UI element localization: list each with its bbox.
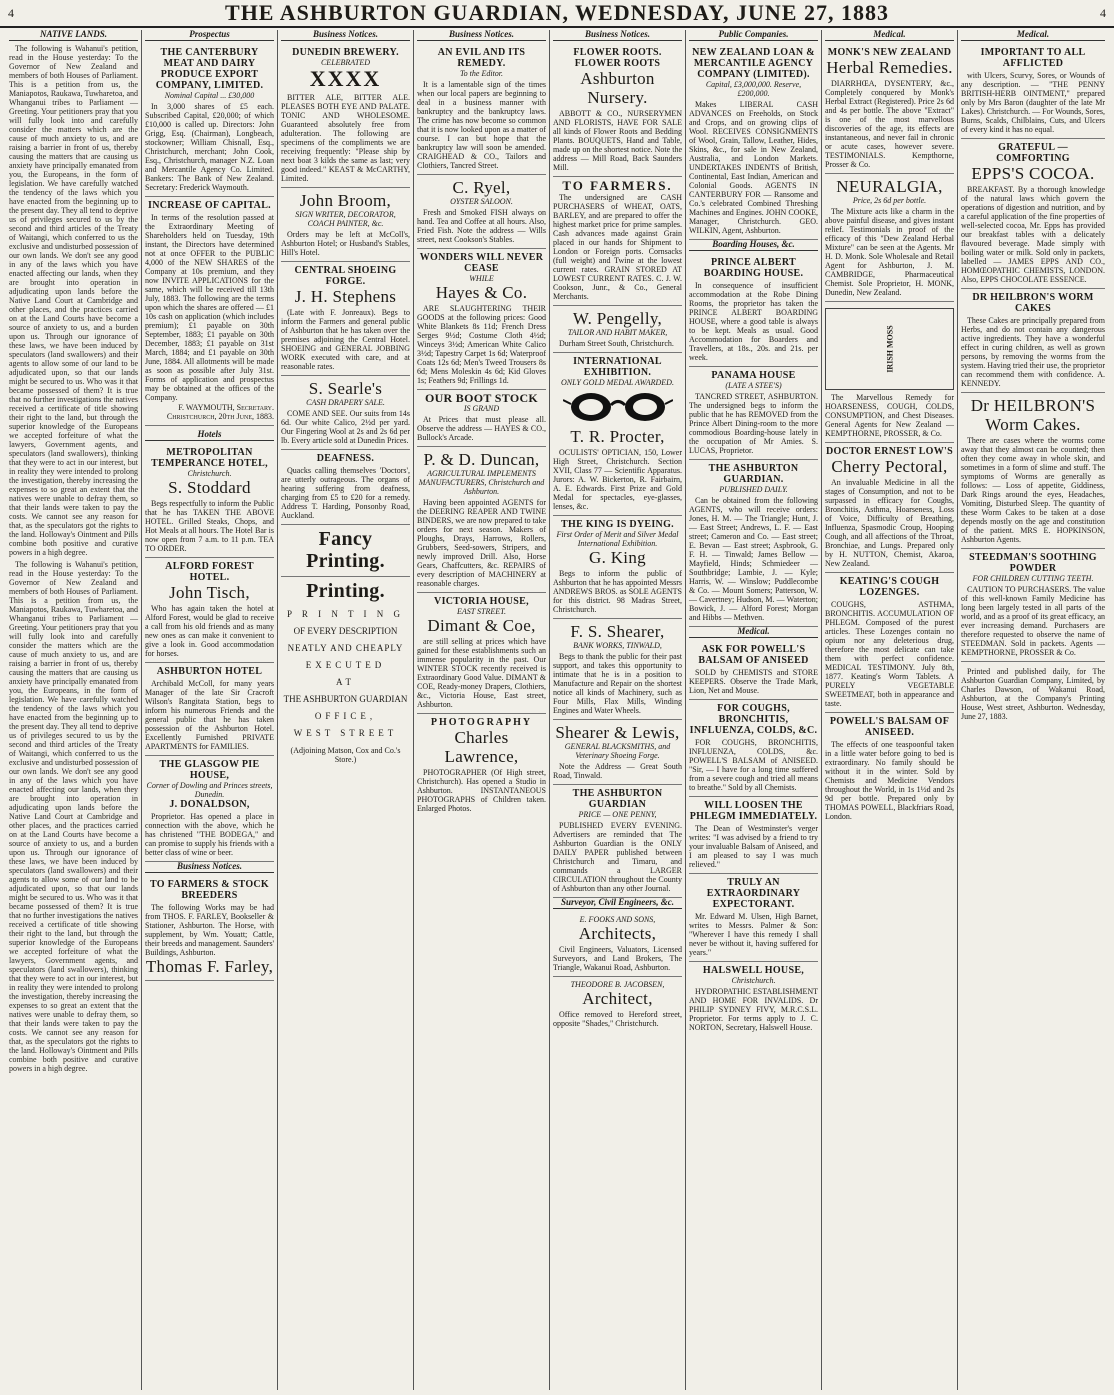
column-heading: Prospectus [145,30,274,41]
advertisement [961,44,1105,139]
ad-body: Office removed to Hereford street, opposite "Shades," Christchurch. [553,1010,682,1028]
advertisement [825,174,954,302]
column-heading: Business Notices. [417,30,546,41]
ad-body: The Mixture acts like a charm in the above painful disease, and gives instant relief. Testimonials in proof of the efficacy of this "Dew Zealand Herbal Mixture" can be seen at the Agents. Mr H. D. Monk. Sole Wholesale and Retail Agent for Ashburton, J. M. CAMBRIDGE, Pharmaceutical Chemist. Sole Proprietor, H. MONK, Dunedin, New Zealand. [825,207,954,297]
ad-subtitle: Corner of Dowling and Princes streets, Dunedin. [146,781,273,799]
ad-title: FOR COUGHS, BRONCHITIS, INFLUENZA, COLDS, &C. [689,703,818,736]
ad-subtitle: E. FOOKS AND SONS, [579,915,656,924]
ad-title: Printing. [306,580,385,602]
advertisement [825,443,954,573]
advertisement [553,353,682,516]
ad-body: In consequence of insufficient accommodation at the Robe Dining Rooms, the proprietor has taken the PRINCE ALBERT BOARDING HOUSE, where a good table is always to be kept. Meals as usual. Good Accommodation for Boarders and Travellers, at 18s., 20s. and 21s. per week. [689,281,818,362]
ad-title: THE ASHBURTON GUARDIAN [572,788,663,810]
column-heading: Medical. [825,30,954,41]
column-business-notices-1 [278,30,414,1390]
page-number-left: 4 [8,6,14,20]
newspaper-columns [6,30,1108,1390]
section-heading-boarding: Boarding Houses, &c. [689,240,818,251]
section-heading-medical: Medical. [689,627,818,638]
ad-subtitle: FOR CHILDREN CUTTING TEETH. [972,574,1094,583]
ad-title: TO FARMERS & STOCK BREEDERS [149,879,270,901]
ad-subtitle: To the Editor. [459,69,504,78]
ad-body: It is a lamentable sign of the times when our local papers are beginning to deal in a business manner with bankruptcy and the bankruptcy laws. The crime has now become so common that it is now looked upon as a matter of course. I can but hope that the bankruptcy law will soon be amended. CRAIGHEAD & CO., Tailors and Clothiers, Tancred Street. [417,80,546,170]
advertisement [417,593,546,714]
ad-subtitle: ONLY GOLD MEDAL AWARDED. [561,378,674,387]
ad-proprietor: S. Stoddard [168,478,251,497]
advertisement [553,44,682,177]
ad-title: POWELL'S BALSAM OF ANISEED. [829,716,950,738]
ad-subtitle: Capital, £3,000,000. Reserve, £200,000. [705,80,802,98]
advertisement [689,641,818,700]
ad-body: with Ulcers, Scurvy, Sores, or Wounds of any description. — "THE PENNY BRITISH-HERB OINTMENT," prepared only by Mrs Baron (daughter of the late Mr Lakes). Christchurch. — For Wounds, Sores, Burns, Scalds, Chilblains, Cuts, and Ulcers of every kind it has no equal. [961,71,1105,134]
ad-subtitle: IS GRAND [463,404,500,413]
ad-body: In 3,000 shares of £5 each. Subscribed Capital, £20,000; of which £10,000 is called up. Directors: John Grigg, Esq. (Chairman), Longbeach, stockowner; William Chisnall, Esq., Christchurch, merchant; John Cook, Esq., Christchurch, manager N.Z. Loan and Mercantile Agency Co. Limited. Bankers: The Bank of New Zealand. Secretary: Frederick Waymouth. [145,102,274,192]
printer-imprint: Printed and published daily, for The Ashburton Guardian Company, Limited, by Charles Dawson, of Wakanui Road, Ashburton, at the Company's Printing House, West street, Ashburton. Wednesday, June 27, 1883. [961,667,1105,721]
ad-body: Having been appointed AGENTS for the DEERING REAPER AND TWINE BINDERS, we are now prepared to take orders for next season. Makers of Ploughs, Drays, Harrows, Rollers, Grubbers, Seed-sowers, Stripers, and newly improved Drill. Also, Horse Gears, Chaffcutters, &c. REPAIRS of every description of MACHINERY at reasonable charges. [417,498,546,588]
column-medical-2 [958,30,1108,1390]
ad-body: Proprietor. Has opened a place in connection with the above, which he has christened "THE BODEGA," and can promise to supply his friends with a better class of wine or beer. [145,812,274,857]
ad-title: MONK'S NEW ZEALAND [827,47,952,58]
advertisement [145,197,274,426]
advertisement [417,390,546,447]
printing-line: OFFICE, [314,711,377,721]
printing-line: OF EVERY DESCRIPTION [293,626,398,636]
ad-body: Archibald McColl, for many years Manager of the late Sir Cracroft Wilson's Rangitata Station, begs to inform his numerous Friends and the general public that he has taken possession of the Ashburton Hotel. Excellently Furnished PRIVATE APARTMENTS for FAMILIES. [145,679,274,751]
ad-body: Civil Engineers, Valuators, Licensed Surveyors, and Land Brokers, The Triangle, Wakanui Road, Ashburton. [553,945,682,972]
ad-body: OCULISTS' OPTICIAN, 150, Lower High Street, Christchurch. Section XVII, Class 77 — Scientific Apparatus. Jurors: A. W. Bickerton, R. Fairbairn, A. E. Edwards. First Prize and Gold Medal for spectacles, eye-glasses, lenses, &c. [553,448,682,511]
advertisement [961,393,1105,549]
ad-title: INTERNATIONAL EXHIBITION. [573,356,662,378]
ad-title: AN EVIL AND ITS REMEDY. [437,47,526,69]
ad-body: Mr. Edward M. Ulsen, High Barnet, writes to Messrs. Palmer & Son: "Wherever I have this remedy I shall never be without it, having suffered for years." [689,912,818,957]
ad-subtitle: EAST STREET. [456,607,507,616]
ad-title: DR HEILBRON'S WORM CAKES [972,292,1094,314]
column-heading: Public Companies. [689,30,818,41]
column-prospectus [142,30,278,1390]
ad-subtitle: TAILOR AND HABIT MAKER, [567,328,668,337]
advertisement [553,516,682,619]
advertisement [553,912,682,977]
advertisement [961,139,1105,289]
irish-moss-box [825,308,954,390]
column-medical-1 [822,30,958,1390]
ad-subtitle: THEODORE B. JACOBSEN, [570,980,665,989]
printing-line: WEST STREET [293,728,398,738]
ad-title: PHOTOGRAPHY [430,717,533,728]
ad-body: The following Works may be had from THOS. F. FARLEY, Bookseller & Stationer, Ashburton. The Horse, with supplement, by Wm. Youatt; Cattle, their breeds and management. Saunders' Buildings, Ashburton. [145,903,274,957]
ad-body: COME AND SEE. Our suits from 14s 6d. Our white Calico, 2½d per yard. Our Fingering Wool at 2s and 2s 6d per lb. Every article sold at Dunedin Prices. [281,409,410,445]
advertisement [553,306,682,353]
page-number-right: 4 [1100,6,1106,20]
section-heading-hotels: Hotels [145,430,274,441]
ad-body: At Prices that must please all. Observe the address — HAYES & CO., Bullock's Arcade. [417,415,546,442]
advertisement [281,525,410,577]
ad-title: ASHBURTON HOTEL [156,666,263,677]
advertisement [417,249,546,390]
printing-line: THE ASHBURTON GUARDIAN [283,694,408,704]
ad-body: Note the Address — Great South Road, Tinwald. [553,762,682,780]
ad-body: Fresh and Smoked FISH always on hand. Tea and Coffee at all hours. Also, Fried Fish. Note the address — Wills street, next Cookson's Stables. [417,208,546,244]
advertisement [553,619,682,720]
ad-body: There are cases where the worms come away that they almost can be counted; then often they come away in whole skin, and sometimes in a form of slime and stuff. The symptoms of Worms are generally as follows: — Loss of appetite, Giddiness, Dark Rings around the eyes, Headaches, Vomiting, Disturbed Sleep. The quantity of these Worm Cakes to be taken at a dose depends mostly on the age and constitution of the patient. MRS E. HOPKINSON, Ashburton Agents. [961,436,1105,544]
column-business-notices-3 [550,30,686,1390]
column-native-lands [6,30,142,1390]
ad-body: are still selling at prices which have gained for these establishments such an immense popularity in the past. Our WINTER STOCK recently received is Extraordinary Good Value. DIMANT & COE, Ready-money Drapers, Clothiers, &c., Victoria House, East street, Ashburton. [417,637,546,709]
ad-title: DEAFNESS. [316,453,375,464]
advertisement [417,175,546,249]
ad-title: S. Searle's [308,379,383,398]
section-heading-surveyors: Surveyor, Civil Engineers, &c. [553,898,682,909]
printing-line: AT [336,677,355,687]
ad-title: Architects, [578,924,657,943]
ad-body: Begs to inform the public of Ashburton that he has appointed Messrs ANDREWS BROS. as SOLE AGENTS for this district. 98 Madras Street, Christchurch. [553,569,682,614]
ad-proprietor: J. DONALDSON, [169,799,250,810]
ad-body: CAUTION TO PURCHASERS. The value of this well-known Family Medicine has long been largely tested in all parts of the world, and as a proof of its great efficacy, an ever increasing demand. Purchasers are therefore requested to observe the name of STEEDMAN. Sold in packets. Agents — KEMPTHORNE, PROSSER & Co. [961,585,1105,657]
ad-title: John Broom, [299,191,392,210]
ad-title: HALSWELL HOUSE, [702,965,805,976]
ad-body: ABBOTT & CO., NURSERYMEN AND FLORISTS, HAVE FOR SALE all kinds of Flower Roots and Bedding Plants. BOUQUETS, Hand and Table, made up on the shortest notice. Note the address — Mill Road, Back Saunders Mill. [553,109,682,172]
advertisement [689,962,818,1036]
advertisement [689,460,818,627]
advertisement [417,447,546,593]
ad-body: (Late with F. Jonreaux). Begs to inform the Farmers and general public of Ashburton that he has taken over the premises adjoining the Central Hotel. SHOEING and GENERAL JOBBING WORK executed with care, and at reasonable rates. [281,308,410,371]
advertisement [145,558,274,663]
ad-body: PHOTOGRAPHER (Of High street, Christchurch). Has opened a Studio in Ashburton. INSTANTANEOUS PHOTOGRAPHS of Children taken. Enlarged Photos. [417,768,546,813]
ad-title: THE ASHBURTON GUARDIAN. [708,463,799,485]
ad-title: NEW ZEALAND LOAN & MERCANTILE AGENCY COMPANY (LIMITED). [692,47,815,80]
spectacles-icon [563,390,673,424]
advertisement [281,188,410,262]
advertisement [825,573,954,713]
ad-title: THE CANTERBURY MEAT AND DAIRY PRODUCE EXPORT COMPANY, LIMITED. [155,47,264,91]
advertisement [145,44,274,197]
ad-title: CENTRAL SHOEING FORGE. [294,265,397,287]
ad-body: DIARRHŒA, DYSENTERY, &c., Completely conquered by Monk's Herbal Extract (Registered). Price 2s 6d and 4s per bottle. The above "Extract" is one of the most marvellous discoveries of the age, its effects are instantaneous, and never fail in chronic or acute cases, however severe. TESTIMONIALS. Kempthorne, Prosser & Co. [825,79,954,169]
ad-title: WILL LOOSEN THE PHLEGM IMMEDIATELY. [689,800,818,822]
ad-signature: F. WAYMOUTH, Secretary. Christchurch, 20th June, 1883. [166,403,274,421]
ad-body: PUBLISHED EVERY EVENING. Advertisers are reminded that The Ashburton Guardian is the ONLY DAILY PAPER published between Christchurch and Timaru, and commands a LARGER CIRCULATION throughout the County of Ashburton than any other Journal. [553,821,682,893]
ad-body: HYDROPATHIC ESTABLISHMENT AND HOME FOR INVALIDS. Dr PHILIP SYDNEY FIVY, M.R.C.S.L. Proprietor. For terms apply to J. C. NORTON, Secretary, Halswell House. [689,987,818,1032]
ad-proprietor: Hayes & Co. [435,283,528,302]
ad-title: GRATEFUL — COMFORTING [996,142,1070,164]
ad-proprietor: Dimant & Coe, [427,616,536,635]
ad-body: SOLD by CHEMISTS and STORE KEEPERS. Observe the Trade Mark, Lion, Net and Mouse. [689,668,818,695]
ad-title: INCREASE OF CAPITAL. [148,200,271,211]
advertisement [689,254,818,367]
advertisement [689,797,818,874]
advertisement [553,977,682,1032]
ad-subtitle: SIGN WRITER, DECORATOR, COACH PAINTER, &c. [295,210,396,228]
ad-body: In terms of the resolution passed at the Extraordinary Meeting of Shareholders held on Tuesday, 19th instant, the Directors have determined not at once OFFER to the PUBLIC 4,000 of the NEW SHARES of the Company at 10s premium, and they now INVITE APPLICATIONS for the same, which will be received till 13th July, 1883. The following are the terms upon which the shares are offered — £1 10s cash on application (which includes premium); £1 payable on 30th September, 1883; £1 payable on 30th December, 1883; £1 payable on 31st March, 1884; and £1 payable on 30th June, 1884. All allotments will be made as soon as possible after July 31st. Forms of application and prospectus may be obtained at the offices of the Company. [145,213,274,402]
ad-title: Architect, [582,989,653,1008]
ad-proprietor: G. King [589,548,646,567]
ad-title: OUR BOOT STOCK [424,391,539,405]
ad-body: An invaluable Medicine in all the stages of Consumption, and not to be surpassed in efficacy for Coughs, Bronchitis, Asthma, Hoarseness, Loss of Voice, Difficulty of Breathing, Influenza, Spasmodic Croup, Hooping Cough, and all affections of the Throat, Bronchiae, and Lungs. Prepared only by H. NUTTON, Chemist, Akaroa, New Zealand. [825,478,954,568]
ad-body: Orders may be left at McColl's, Ashburton Hotel; or Husband's Stables, Hill's Hotel. [281,230,410,257]
ad-title: F. S. Shearer, [570,622,665,641]
ad-body: BREAKFAST. By a thorough knowledge of the natural laws which govern the operations of digestion and nutrition, and by a careful application of the fine properties of well-selected cocoa, Mr. Epps has provided our breakfast tables with a delicately flavoured beverage. Made simply with boiling water or milk. Sold only in packets, labelled — JAMES EPPS AND CO., HOMŒOPATHIC CHEMISTS, LONDON. Also, EPPS CHOCOLATE ESSENCE. [961,185,1105,284]
ad-title: ASK FOR POWELL'S BALSAM OF ANISEED [698,644,809,666]
column-heading: Business Notices. [553,30,682,41]
column-public-companies [686,30,822,1390]
newspaper-title: THE ASHBURTON GUARDIAN, WEDNESDAY, JUNE 27, 1883 [225,0,889,25]
section-heading-business: Business Notices. [145,862,274,873]
ad-title: IRISH MOSS [885,325,894,373]
ad-title: Shearer & Lewis, [555,723,680,742]
ad-title: PANAMA HOUSE [711,370,796,381]
ad-proprietor: Ashburton Nursery. [580,69,655,107]
advertisement [145,756,274,862]
ad-title: C. Ryel, [452,178,511,197]
ad-subtitle: Christchurch. [731,976,776,985]
advertisement [961,549,1105,662]
ad-body: The Marvellous Remedy for HOARSENESS, COUGH, COLDS, CONSUMPTION, and Chest Diseases. General Agents for New Zealand — KEMPTHORNE, PROSSER, & Co. [825,393,954,438]
ad-title: KEATING'S COUGH LOZENGES. [839,576,940,598]
advertisement [417,714,546,817]
ad-body: FOR COUGHS, BRONCHITIS, INFLUENZA, COLDS, &c. POWELL'S BALSAM of ANISEED. "Sir, — I have for a long time suffered from a severe cough and tried all means to breathe." Sold by all Chemists. [689,738,818,792]
ad-proprietor: Thomas F. Farley, [145,957,274,976]
printing-line: (Adjoining Matson, Cox and Co.'s Store.) [290,746,401,764]
ad-subtitle: CELEBRATED [320,58,371,67]
advertisement [689,44,818,240]
ad-subtitle: CASH DRAPERY SALE. [306,398,385,407]
ad-body: The undersigned are CASH PURCHASERS of WHEAT, OATS, BARLEY, and are prepared to offer the highest market price for prime samples. Cash advances made against Grain placed in our hands for Shipment to London or Foreign ports. Cornsacks (full weight) and Twine at the lowest current rates. GRAIN STORED AT LOWEST CURRENT RATES. C. J. W. Cookson, Junr., & Co., General Merchants. [553,193,682,301]
printing-line: EXECUTED [305,660,386,670]
ad-body: Can be obtained from the following AGENTS, who will receive orders: Jones, H. M. — The Triangle; Hunt, J. — East Street; Andrews, L. F. — East street; Cameron and Co. — East street; E. Bevan — East street; Aspbrook, G. F. H. — Tinwald; James Bellow — Mayfield, Hinds; Schmiedeer — Southbridge; Lambie, J. — Kyle; Harris, W. — Winslow; Puddlecombe & Co. — Mount Somers; Patterson, W. — Cavertney; Hudson, M. — Waterton; Bowick, J. — Alford Forest; Morgan and Hibbs — Methven. [689,496,818,622]
column-business-notices-2 [414,30,550,1390]
ad-subtitle: AGRICULTURAL IMPLEMENTS MANUFACTURERS, Christchurch and Ashburton. [418,469,545,496]
imprint [961,662,1105,725]
ad-title: Fancy Printing. [306,528,385,572]
advertisement [553,785,682,898]
ad-subtitle: First Order of Merit and Silver Medal International Exhibition. [556,530,679,548]
ad-title: VICTORIA HOUSE, [434,596,529,607]
advertisement [145,876,274,981]
advertisement [553,177,682,306]
ad-title: THE GLASGOW PIE HOUSE, [159,759,260,781]
printing-line: NEATLY AND CHEAPLY [287,643,404,653]
ad-title: TO FARMERS. [562,178,673,193]
column-heading: Business Notices. [281,30,410,41]
ad-title: ALFORD FOREST HOTEL. [165,561,254,583]
ad-body: Begs respectfully to inform the Public that he has TAKEN THE ABOVE HOTEL. Grilled Steaks, Chops, and Hot Meals at all hours. The Hotel Bar is now open from 7 a.m. to 11 p.m. TEA TO ORDER. [145,499,274,553]
ad-title: STEEDMAN'S SOOTHING POWDER [969,552,1097,574]
ad-proprietor: Cherry Pectoral, [831,457,948,476]
ad-body: COUGHS, ASTHMA, BRONCHITIS. ACCUMULATION OF PHLEGM. Composed of the purest articles. These Lozenges contain no opium nor any deleterious drug, therefore the most delicate can take them with perfect confidence. MEDICAL TESTIMONY. July 8th, 1877. Keating's Worm Tablets. A PURELY VEGETABLE SWEETMEAT, both in appearance and taste. [825,600,954,708]
ad-body: The Dean of Westminster's verger writes: "I was advised by a friend to try your invaluable Balsam of Aniseed, and I am pleased to say I was much relieved." [689,824,818,869]
advertisement [281,577,410,776]
advertisement [689,874,818,962]
ad-title: THE KING IS DYEING. [561,519,674,530]
ad-subtitle: PUBLISHED DAILY. [719,485,788,494]
ad-proprietor: EPPS'S COCOA. [971,164,1095,183]
ad-subtitle: WHILE [469,274,494,283]
ad-proprietor: T. R. Procter, [570,427,665,446]
ad-subtitle: Price, 2s 6d per bottle. [852,196,927,205]
ad-title: W. Pengelly, [572,309,663,328]
brand-mark: XXXX [309,66,382,91]
ad-body: Begs to thank the public for their past support, and takes this opportunity to intimate that he is in a position to Manufacture and Repair on the shortest notice all kinds of Machinery, such as Four Mills, Flax Mills, Winding Engines and Water Wheels. [553,652,682,715]
column-heading: NATIVE LANDS. [9,30,138,41]
ad-proprietor: Charles Lawrence, [444,728,519,766]
ad-proprietor: J. H. Stephens [294,287,397,306]
ad-title: NEURALGIA, [836,177,943,196]
ad-title: METROPOLITAN TEMPERANCE HOTEL, [151,447,268,469]
advertisement [961,289,1105,393]
ad-subtitle: Nominal Capital ... £30,000 [164,91,255,100]
advertisement [825,302,954,443]
advertisement [825,713,954,825]
ad-title: TRULY AN EXTRAORDINARY EXPECTORANT. [706,877,801,910]
ad-title: P. & D. Duncan, [423,450,540,469]
ad-title: DOCTOR ERNEST LOW'S [825,446,954,457]
ad-title: DUNEDIN BREWERY. [292,47,399,58]
ad-proprietor: John Tisch, [169,583,250,602]
advertisement [281,376,410,450]
advertisement [417,44,546,175]
advertisement [145,663,274,756]
ad-subtitle: BANK WORKS, TINWALD, [573,641,662,650]
advertisement [689,367,818,460]
ad-title: Dr HEILBRON'S Worm Cakes. [970,396,1096,434]
article-body-continued: The following is Wahanui's petition, read in the House yesterday: To the Governor of New Zealand and members of both Houses of Parliament. This is a petition from us, the Maniapotos, Raukawa, Tuwharetoa, and Whanganui tribes to Parliament — Greeting. Your petitioners pray that you will fully look into and carefully consider the matters which are the cause of much anxiety to us, and are raising a barrier in front of us, thereby causing the matters that are causing us anxiety have principally emanated from you, the Europeans, in the form of legislation. We have carefully watched the tendency of the laws which you have enacted from the beginning up to the present day. They all tend to deprive us of privileges secured to us by the second and third articles of the Treaty of Waitangi, which conferred to us the exclusive and undisturbed possession of our own lands. We don't see any good in any of the laws which you have enacted affecting our lands, when they are brought into operation in adjudicating upon lands before the Native Land Court at Cambridge and other places, and the practices carried on at the Land Courts have become a source of anxiety to us, and a burden upon us. Through our ignorance of these laws, we have been induced by speculators (land swallowers) and their agents to allow some of our land to be adjudicated upon, so that our lands might be secured to us. Who was it that became possessed of them? It is true that no further investigations the natives received a certificate of title showing their right to the land, but through the superior knowledge of the Europeans we accepted forfeiture of what the lawyers, Government agents, and speculators (land swallowers), thinking that they were to act in our interest, but in reality they were intended to prolong the investigation, thereby increasing the expenses to so great an extent that the natives were unable to defray them, so that their lands were taken to pay the costs. We cannot see any reason for that, as the speculators got the rights to the land. Holloway's Ointment and Pills combine both positive and curative powers in a high degree. [9,560,138,1073]
ad-body: ARE SLAUGHTERING THEIR GOODS at the following prices: Good White Blankets 8s 11d; French Dress Serges 9½d; Costume Cloth 4½d; Winceys 3½d; American White Calico 3½d; Tapestry Carpet 1s 6d; Waterproof Coats 12s 6d; Men's Tweed Trousers 8s 6d; Mens Moleskin 4s 6d; Kid Gloves 1s; Feathers 9d; Frillings 1d. [417,304,546,385]
ad-title: PRINCE ALBERT BOARDING HOUSE. [703,257,804,279]
ad-subtitle: OYSTER SALOON. [450,197,513,206]
article-body: The following is Wahanui's petition, read in the House yesterday: To the Governor of New Zealand and members of both Houses of Parliament. This is a petition from us, the Maniapotos, Raukawa, Tuwharetoa, and Whanganui tribes to Parliament — Greeting. Your petitioners pray that you will fully look into and carefully consider the matters which are the cause of much anxiety to us, and are raising a barrier in front of us, thereby causing the matters that are causing us anxiety have principally emanated from you, the Europeans, in the form of legislation. We have carefully watched the tendency of the laws which you have enacted from the beginning up to the present day. They all tend to deprive us of privileges secured to us by the second and third articles of the Treaty of Waitangi, which conferred to us the exclusive and undisturbed possession of our own lands. We don't see any good in any of the laws which you have enacted affecting our lands, when they are brought into operation in adjudicating upon lands before the Native Land Court at Cambridge and other places, and the practices carried on at the Land Courts have become a source of anxiety to us, and a burden upon us. Through our ignorance of these laws, we have been induced by speculators (land swallowers) and their agents to allow some of our land to be adjudicated upon, so that our lands might be secured to us. Who was it that became possessed of them? It is true that no further investigations the natives received a certificate of title showing their right to the land, but through the superior knowledge of the Europeans we accepted forfeiture of what the lawyers, Government agents, and speculators (land swallowers), thinking that they were to act in our interest, but in reality they were intended to prolong the investigation, thereby increasing the expenses to so great an extent that the natives were unable to defray them, so that their lands were taken to pay the costs. We cannot see any reason for that, as the speculators got the rights to the land. Holloway's Ointment and Pills combine both positive and curative powers in a high degree. [9,44,138,557]
advertisement [825,44,954,174]
ad-subtitle: (LATE A STEE'S) [725,381,782,390]
ad-subtitle: PRICE — ONE PENNY, [578,810,657,819]
ad-body: The effects of one teaspoonful taken in a little water before going to bed is extraordinary. No family should be without it in the winter. Sold by Chemists and Medicine Vendors throughout the World, in 1s 1½d and 2s 9d per bottle. Prepared only by THOMAS POWELL, Blackfriars Road, London. [825,740,954,821]
ad-body: Quacks calling themselves 'Doctors', are utterly outrageous. The organs of hearing suffering from deafness, charging from £5 to £20 for a remedy. Address T. Harding, Ponsonby Road, Auckland. [281,466,410,520]
ad-proprietor: Herbal Remedies. [826,58,953,77]
ad-body: These Cakes are principally prepared from Herbs, and do not contain any dangerous active ingredients. They have a wonderful effect in curing children, as well as grown persons, by removing the worms from the system. Having tried their use, the proprietor can recommend them with confidence. A. KENNEDY. [961,316,1105,388]
advertisement [689,700,818,797]
masthead [0,0,1114,28]
ad-body: Who has again taken the hotel at Alford Forest, would be glad to receive a call from his old friends and as many new ones as can make it convenient to give a look in. Good accommodation for horses. [145,604,274,658]
ad-body: Durham Street South, Christchurch. [559,339,674,348]
ad-title: WONDERS WILL NEVER CEASE [419,252,544,274]
advertisement [281,44,410,188]
advertisement [553,720,682,785]
ad-subtitle: GENERAL BLACKSMITHS, and Veterinary Shoeing Forge. [564,742,671,760]
ad-body: BITTER ALE, BITTER ALE. PLEASES BOTH EYE AND PALATE. TONIC AND WHOLESOME. Guaranteed absolutely free from adulteration. The following are specimens of the compliments we are receiving frequently: "Please ship by next boat 3 kilds the same as last; very good indeed." KEAST & McCARTHY, Limited. [281,93,410,183]
ad-title: FLOWER ROOTS. FLOWER ROOTS [573,47,662,69]
ad-body: TANCRED STREET, ASHBURTON. The undersigned begs to inform the public that he has REMOVED from the Prince Albert Dining-room to the more commodious Boarding-house lately in the occupation of Mr Amies. S. LUCAS, Proprietor. [689,392,818,455]
ad-body: Makes LIBERAL CASH ADVANCES on Freeholds, on Stock and Crops, and on growing clips of Wool. RECEIVES CONSIGNMENTS of Wool, Grain, Tallow, Leather, Hides, Skins, &c., for sale in New Zealand, Australia, and London Markets. UNDERTAKES INDENTS of British, Continental, East Indian, American and Colonial Goods. AGENTS IN CANTERBURY FOR — Ransome and Co.'s celebrated Combined Threshing Machines and Engines. JOHN COOKE, Manager, Christchurch. GEO. WILKIN, Agent, Ashburton. [689,100,818,235]
advertisement [281,450,410,525]
printing-line: P R I N T I N G [286,609,405,619]
ad-title: IMPORTANT TO ALL AFFLICTED [980,47,1086,69]
advertisement [145,444,274,558]
advertisement [281,262,410,376]
ad-subtitle: Christchurch. [187,469,232,478]
column-heading: Medical. [961,30,1105,41]
